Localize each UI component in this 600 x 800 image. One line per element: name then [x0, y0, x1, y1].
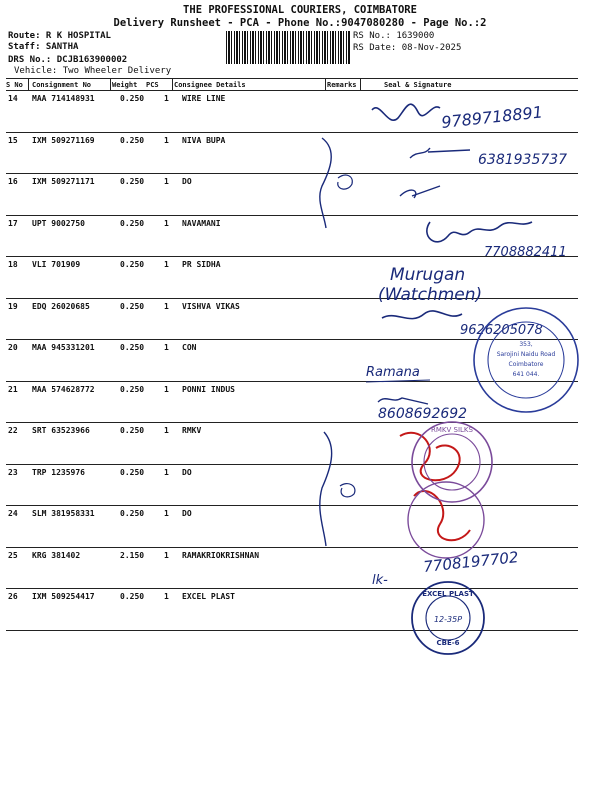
phone-row-14: 9789718891	[440, 102, 544, 132]
remarks-bracket-top	[320, 138, 331, 228]
name-row-18: Murugan	[390, 265, 466, 285]
row-sno: 23	[8, 467, 18, 477]
row-weight: 0.250	[120, 426, 145, 435]
signature-row-14	[372, 104, 440, 120]
excel-plast-stamp	[412, 582, 484, 654]
row-weight: 0.250	[120, 301, 145, 311]
signature-row-19	[382, 311, 462, 319]
col-remarks: Remarks	[327, 81, 357, 89]
row-pcs: 1	[164, 343, 169, 352]
col-weight: Weight	[112, 81, 138, 89]
row-weight: 0.250	[120, 177, 145, 186]
row-consignee: EXCEL PLAST	[182, 592, 235, 601]
phone-row-15: 6381935737	[478, 152, 568, 168]
row-pcs: 1	[164, 177, 169, 186]
row-sno: 14	[8, 94, 18, 103]
row-consignment: UPT 9002750	[32, 218, 85, 228]
row-sno: 19	[8, 301, 18, 311]
row-consignee: RMKV	[182, 426, 202, 435]
svg-text:12-35P: 12-35P	[433, 615, 463, 624]
row-pcs: 1	[164, 301, 169, 311]
row-consignment: SLM 381958331	[32, 509, 95, 518]
row-weight: 0.250	[120, 509, 145, 518]
row-sno: 20	[8, 343, 18, 352]
row-pcs: 1	[164, 550, 169, 560]
row-consignment: TRP 1235976	[32, 467, 85, 477]
svg-text:Coimbatore: Coimbatore	[508, 361, 544, 368]
rs-number: RS No.: 1639000	[353, 31, 435, 41]
signature-row-22	[400, 433, 460, 481]
row-weight: 0.250	[120, 135, 145, 145]
row-sno: 25	[8, 550, 18, 560]
row-consignee: WIRE LINE	[182, 94, 226, 103]
company-title: THE PROFESSIONAL COURIERS, COIMBATORE	[183, 4, 417, 16]
signature-row-23	[414, 491, 470, 540]
row-pcs: 1	[164, 135, 169, 145]
row-consignment: SRT 63523966	[32, 426, 90, 435]
row-pcs: 1	[164, 218, 169, 228]
vehicle-label: Vehicle: Two Wheeler Delivery	[14, 66, 172, 76]
row-sno: 22	[8, 426, 18, 435]
staff-label: Staff: SANTHA	[8, 42, 79, 52]
row-consignee: DO	[182, 467, 192, 477]
rs-date: RS Date: 08-Nov-2025	[353, 43, 462, 53]
row-sno: 16	[8, 177, 18, 186]
row-weight: 0.250	[120, 384, 145, 394]
row-consignment: IXM 509254417	[32, 592, 95, 601]
signature-row-17	[427, 222, 532, 242]
row-weight: 2.150	[120, 550, 145, 560]
col-consignee: Consignee Details	[174, 81, 246, 89]
row-pcs: 1	[164, 592, 169, 601]
row-consignment: IXM 509271169	[32, 135, 95, 145]
row-consignee: PONNI INDUS	[182, 384, 235, 394]
row-consignee: DO	[182, 509, 192, 518]
row-weight: 0.250	[120, 467, 145, 477]
row-sno: 15	[8, 135, 18, 145]
row-pcs: 1	[164, 467, 169, 477]
row-consignment: MAA 574628772	[32, 384, 95, 394]
row-sno: 24	[8, 509, 18, 518]
row-weight: 0.250	[120, 343, 145, 352]
row-pcs: 1	[164, 384, 169, 394]
signature-row-25: lk-	[372, 573, 388, 588]
col-pcs: PCS	[146, 81, 159, 89]
phone-row-25: 7708197702	[422, 548, 520, 576]
row-weight: 0.250	[120, 218, 145, 228]
row-sno: 18	[8, 260, 18, 269]
signature-row-21	[378, 398, 428, 404]
row-consignee: RAMAKRIOKRISHNAN	[182, 550, 260, 560]
drs-label: DRS No.: DCJB163900002	[8, 55, 128, 65]
remarks-bracket-bottom	[320, 432, 332, 546]
svg-text:RMKV SILKS: RMKV SILKS	[431, 426, 473, 434]
row-weight: 0.250	[120, 260, 145, 269]
phone-row-19: 9626205078	[460, 323, 543, 338]
col-seal: Seal & Signature	[384, 81, 452, 89]
row-weight: 0.250	[120, 592, 145, 601]
phone-row-21: 8608692692	[378, 406, 468, 422]
phone-row-17: 7708882411	[484, 245, 567, 260]
row-pcs: 1	[164, 426, 169, 435]
remarks-loop	[338, 175, 353, 189]
svg-text:EXCEL PLAST: EXCEL PLAST	[422, 590, 474, 598]
signature-row-15	[410, 148, 470, 158]
row-consignment: MAA 945331201	[32, 343, 95, 352]
row-pcs: 1	[164, 260, 169, 269]
svg-text:CBE-6: CBE-6	[436, 639, 460, 647]
rmkv-stamp	[408, 422, 492, 558]
row-consignment: KRG 381402	[32, 550, 81, 560]
row-pcs: 1	[164, 94, 169, 103]
row-consignee: NAVAMANI	[182, 218, 221, 228]
row-sno: 21	[8, 384, 18, 394]
row-consignee: CON	[182, 343, 197, 352]
svg-text:641 044.: 641 044.	[512, 371, 540, 378]
svg-text:Sarojini Naidu Road: Sarojini Naidu Road	[496, 351, 556, 358]
name-row-20: Ramana	[366, 365, 420, 380]
row-consignment: VLI 701909	[32, 260, 81, 269]
col-sno: S No	[6, 81, 23, 89]
row-pcs: 1	[164, 509, 169, 518]
row-sno: 17	[8, 218, 18, 228]
svg-text:353,: 353,	[519, 341, 533, 348]
row-sno: 26	[8, 592, 18, 601]
row-consignee: DO	[182, 177, 192, 186]
row-consignment: MAA 714148931	[32, 94, 95, 103]
runsheet-subtitle: Delivery Runsheet - PCA - Phone No.:9047080280 - Page No.:2	[113, 17, 487, 29]
name-row-18-role: (Watchmen)	[378, 285, 483, 305]
route-label: Route: R K HOSPITAL	[8, 31, 111, 41]
row-consignee: VISHVA VIKAS	[182, 301, 240, 311]
row-weight: 0.250	[120, 94, 145, 103]
signature-row-16	[400, 186, 440, 198]
row-consignee: NIVA BUPA	[182, 135, 226, 145]
row-consignment: IXM 509271171	[32, 177, 95, 186]
col-consignment: Consignment No	[32, 81, 92, 89]
row-consignee: PR SIDHA	[182, 260, 221, 269]
row-consignment: EDQ 26020685	[32, 301, 90, 311]
